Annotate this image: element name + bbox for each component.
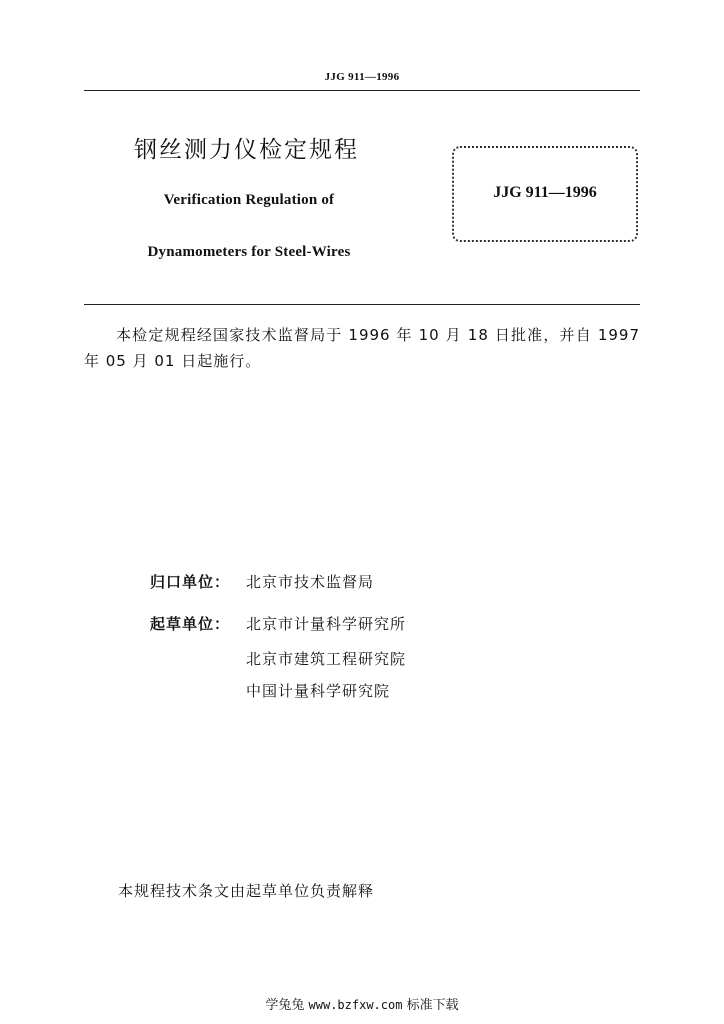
responsible-unit-label: 归口单位：	[150, 573, 231, 591]
approval-statement: 本检定规程经国家技术监督局于 1996 年 10 月 18 日批准，并自 1997 年 05 月 01 日起施行。	[84, 326, 640, 370]
title-chinese: 钢丝测力仪检定规程	[134, 137, 359, 163]
footer-watermark	[0, 994, 724, 1013]
drafting-unit-value: 中国计量科学研究院	[246, 682, 391, 700]
drafting-unit-label: 起草单位：	[150, 615, 231, 633]
standard-code-box	[452, 146, 638, 242]
header-standard-code: JJG 911—1996	[324, 71, 400, 83]
footer-suffix: 标准下载	[406, 998, 459, 1013]
section-rule	[84, 304, 640, 305]
footer-url[interactable]: www.bzfxw.com	[308, 998, 403, 1012]
title-english-line1: Verification Regulation of	[163, 192, 335, 208]
header-rule	[84, 90, 640, 91]
standard-code: JJG 911—1996	[493, 184, 597, 201]
title-english-line2: Dynamometers for Steel-Wires	[147, 244, 351, 260]
interpretation-note: 本规程技术条文由起草单位负责解释	[118, 882, 375, 900]
responsible-unit-value: 北京市技术监督局	[246, 573, 375, 591]
drafting-unit-value: 北京市计量科学研究所	[246, 615, 407, 633]
footer-prefix: 学兔兔	[265, 998, 305, 1013]
drafting-unit-value: 北京市建筑工程研究院	[246, 650, 407, 668]
